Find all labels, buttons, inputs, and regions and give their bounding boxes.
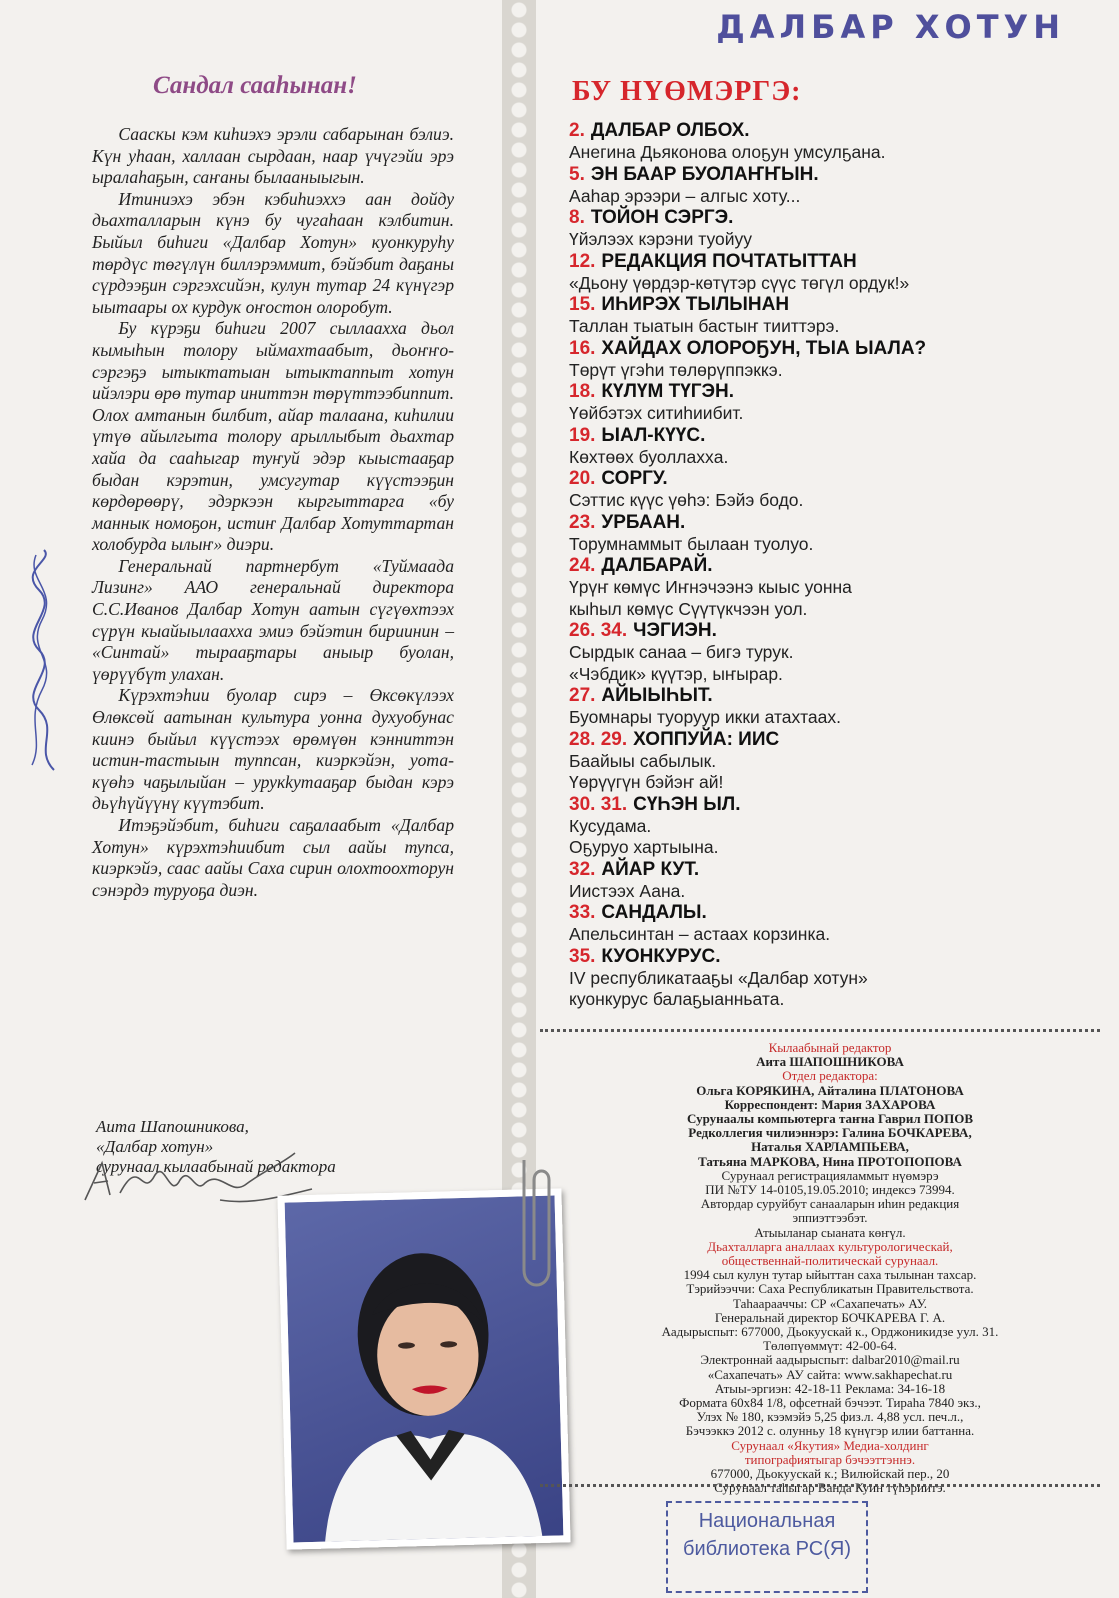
toc-item	[569, 729, 1019, 794]
toc-page-number: 5.	[569, 163, 585, 185]
toc-section-title: ИҺИРЭХ ТЫЛЫНАН	[601, 294, 790, 315]
toc-item-title	[569, 729, 1019, 751]
imprint-line: Сурунаал регистрацияламмыт нүөмэрэ	[721, 1167, 939, 1183]
toc-section-title: ХАЙДАХ ОЛОРОҔУН, ТЫА ЫАЛА?	[601, 337, 927, 359]
imprint-line: 677000, Дьокуускай к.; Вилюйскай пер., 20	[710, 1466, 950, 1482]
toc-section-title: УРБААН.	[601, 511, 686, 533]
imprint-line: Аадырыспыт: 677000, Дьокуускай к., Орджоникидзе уул. 31.	[661, 1324, 999, 1340]
toc-item	[569, 164, 1019, 208]
toc-page-number: 16.	[569, 337, 596, 359]
toc-section-title: ЫАЛ-КҮҮС.	[601, 424, 706, 446]
toc-item	[569, 468, 1019, 512]
imprint-line: общественнай-политическай сурунаал.	[721, 1253, 939, 1269]
toc-item-description: Үйэлээх кэрэни туойуу	[569, 229, 753, 249]
imprint-line: Таһаарааччы: СР «Сахапечать» АУ.	[733, 1295, 927, 1311]
toc-item-description: Ааһар эрээри – алгыс хоту...	[569, 185, 801, 206]
toc-item-description: Таллан тыатын бастыҥ тииттэрэ.	[569, 316, 840, 336]
editorial-body	[92, 124, 454, 901]
toc-item-description: «Чэбдик» күүтэр, ыҥырар.	[569, 663, 783, 684]
toc-item-description: Үрүҥ көмүс Иҥнэчээнэ кыыс уонна	[569, 577, 852, 597]
toc-section-title: ДАЛБАРАЙ.	[601, 555, 713, 576]
toc-item-title	[569, 251, 1019, 273]
imprint-line: типографиятыгар бэчээттэннэ.	[744, 1451, 916, 1467]
toc-item	[569, 794, 1019, 859]
toc-item	[569, 859, 1019, 903]
toc-item	[569, 685, 1019, 729]
toc-item-description: Сэттис күүс үөһэ: Бэйэ бодо.	[569, 490, 804, 510]
toc-section-title: ТОЙОН СЭРГЭ.	[590, 207, 734, 228]
toc-item	[569, 120, 1019, 164]
toc-item-description: Үөйбэтэх ситиһиибит.	[569, 403, 744, 423]
toc-heading: БУ НҮӨМЭРГЭ:	[572, 76, 802, 107]
imprint-line: эппиэттээбэт.	[792, 1210, 868, 1226]
imprint-line: Атыы-эргиэн: 42-18-11 Реклама: 34-16-18	[714, 1380, 946, 1396]
toc-section-title: КҮЛҮМ ТҮГЭН.	[601, 381, 735, 402]
toc-item-description: Анегина Дьяконова олоҕун умсулҕана.	[569, 142, 886, 162]
toc-item	[569, 251, 1019, 295]
toc-item-title	[569, 794, 1019, 816]
toc-page-number: 18.	[569, 381, 596, 402]
imprint-line: Төлөпүөммүт: 42-00-64.	[763, 1338, 897, 1354]
imprint-line: Дьахталларга аналлаах культурологическай,	[707, 1238, 953, 1254]
imprint-line: Аита ШАПОШНИКОВА	[756, 1054, 904, 1070]
editorial-paragraph: Итиниэхэ эбэн кэбиһиэххэ аан дойду дьахталларын күнэ бу чугаһаан кэлбитин. Быйыл биһиги «Далбар Хотун» куонкуруһу төрдүс төгүлүн биллэрэммит, бэйэбит даҕаны сүрдээҕин сэргэхсийэн, кулун тутар 24 күнүгэр ыытаары ох курдук оҥостон олоробут.	[92, 188, 454, 317]
toc-section-title: САНДАЛЫ.	[601, 902, 707, 923]
library-stamp	[666, 1501, 868, 1593]
toc-section-title: СҮҺЭН ЫЛ.	[633, 793, 741, 815]
toc-item-title	[569, 620, 1019, 642]
imprint-line: Атыыланар сыаната көҥүл.	[754, 1224, 906, 1240]
editorial-paragraph: Бу күрэҕи биһиги 2007 сыллаахха дьол кымыһын толору ыймахтаабыт, дьоҥҥо-сэргэҕэ ытыктатыан ытыктаппыт хотун ийэлэри өрө тутар иниттэн төрүттээбиппит. Олох амтанын билбит, айар талаана, киһилии үтүө айылгыта толору арыллыбыт дьахтар хайа да сааһыгар туҥуй эдэр кыыстааҕар быдан кэрэтин, умсугутар күүстээҕин көрдөрөөрү, эдэркээн кыргыттарга «бу маннык номоҕон, истиҥ Далбар Хотуттартан холобурда ылыҥ» диэри.	[92, 318, 454, 555]
signature-line: сурунаал кылаабынай редактора	[96, 1157, 336, 1176]
imprint-line: Кылаабынай редактор	[768, 1040, 892, 1055]
toc-section-title: ЭН БААР БУОЛАҤҤЫН.	[590, 163, 819, 185]
handwritten-catalog-mark	[14, 540, 74, 780]
imprint-line: Редколлегия чилиэннэрэ: Галина БОЧКАРЕВА,	[688, 1125, 972, 1141]
toc-item-description: Үөрүүгүн бэйэҥ ай!	[569, 772, 724, 792]
toc-item	[569, 620, 1019, 685]
toc-page-number: 35.	[569, 945, 596, 967]
signature-line: Аита Шапошникова,	[96, 1117, 249, 1136]
toc-item-title	[569, 946, 1019, 968]
toc-item-description: Төрүт үгэһи төлөрүппэккэ.	[569, 359, 783, 380]
toc-page-number: 19.	[569, 424, 596, 446]
toc-section-title: КУОНКУРУС.	[601, 945, 721, 967]
imprint-line: Бэчээккэ 2012 с. олунньу 18 күнүгэр илии баттанна.	[685, 1423, 975, 1439]
toc-item	[569, 207, 1019, 251]
toc-item-description: куонкурус балаҕыанньата.	[569, 989, 785, 1009]
editorial-title: Сандал сааһынан!	[153, 72, 357, 99]
toc-item-description: Оҕуруо хартыына.	[569, 837, 719, 857]
toc-item-title	[569, 207, 1019, 229]
toc-item	[569, 381, 1019, 425]
toc-item-title	[569, 685, 1019, 707]
toc-item	[569, 902, 1019, 946]
toc-item-title	[569, 555, 1019, 577]
imprint-line: ПИ №ТУ 14-0105,19.05.2010; индексэ 73994.	[705, 1182, 955, 1198]
toc-item-title	[569, 859, 1019, 881]
imprint-line: Генеральнай директор БОЧКАРЕВА Г. А.	[714, 1309, 946, 1325]
imprint-line: 1994 сыл кулун тутар ыйыттан саха тылынан тахсар.	[683, 1267, 977, 1283]
toc-page-number: 8.	[569, 207, 585, 228]
toc-page-number: 20.	[569, 468, 596, 489]
toc-item-title	[569, 294, 1019, 316]
toc-page-number: 24.	[569, 555, 596, 576]
toc-item-description: Сырдык санаа – бигэ турук.	[569, 642, 794, 662]
toc-section-title: СОРГУ.	[601, 468, 668, 489]
imprint-line: Тэрийээччи: Саха Республикатын Правительствота.	[686, 1281, 974, 1297]
imprint-line: «Сахапечать» АУ сайта: www.sakhapechat.ru	[707, 1366, 953, 1382]
toc-page-number: 12.	[569, 250, 596, 272]
editorial-paragraph: Генеральнай партнербут «Туймаада Лизинг» ААО генеральнай директора С.С.Иванов Далбар Хотун аатын сүгүөхтээх сүрүн кыайыылааххa эмиэ бэйэтин бириинин – «Синтай» тырааҕтары аныыр буолан, үөрүүбүт улахан.	[92, 555, 454, 684]
editorial-paragraph: Күрэхтэһии буолар сирэ – Өксөкүлээх Өлөксөй аатынан культура уонна духуобунас киинэ быйыл күүстээх өрөмүөн кэнниттэн истин-тастыын туппсан, киэркэйэн, уота-күөһэ чаҕылыйан – урукkутааҕар быдан кэрэ дьүһүйүүнү күүтэбит.	[92, 685, 454, 814]
toc-item-title	[569, 338, 1019, 360]
toc-page-number: 26. 34.	[569, 620, 628, 641]
toc-item-title	[569, 468, 1019, 490]
signature-line: «Далбар хотун»	[96, 1137, 214, 1156]
toc-page-number: 32.	[569, 858, 596, 880]
imprint-line: Формата 60х84 1/8, офсетнай бэчээт. Тираһа 7840 экз.,	[679, 1395, 981, 1411]
paperclip-icon	[504, 1150, 564, 1300]
imprint-line: Электроннай аадырыспыт: dalbar2010@mail.ru	[700, 1352, 960, 1368]
imprint-line: Татьяна МАРКОВА, Нина ПРОТОПОПОВА	[698, 1153, 962, 1169]
toc-item-title	[569, 425, 1019, 447]
toc-section-title: РЕДАКЦИЯ ПОЧТАТЫТТАН	[601, 250, 857, 272]
toc-section-title: ДАЛБАР ОЛБОХ.	[590, 120, 750, 141]
toc-item-title	[569, 164, 1019, 186]
toc-item-description: Буомнары туоруур икки атахтаах.	[569, 707, 841, 727]
imprint-line: Наталья ХАРЛАМПЬЕВА,	[751, 1139, 909, 1155]
toc-item-title	[569, 512, 1019, 534]
imprint-block	[580, 1041, 1080, 1496]
toc-section-title: ХОППУЙА: ИИС	[633, 728, 780, 750]
toc-item-description: Көхтөөх буоллаххa.	[569, 446, 729, 467]
toc-page-number: 30. 31.	[569, 793, 628, 815]
toc-item	[569, 338, 1019, 382]
masthead: ДАЛБАР ХОТУН	[716, 8, 1065, 46]
toc-item-description: Торумнаммыт былаан туолуо.	[569, 533, 814, 554]
toc-item-description: Иистээх Аана.	[569, 880, 686, 901]
toc-page-number: 2.	[569, 120, 585, 141]
table-of-contents	[569, 120, 1019, 1011]
toc-page-number: 15.	[569, 294, 596, 315]
toc-item	[569, 425, 1019, 469]
toc-item	[569, 555, 1019, 620]
stamp-line: библиотека РС(Я)	[683, 1538, 851, 1560]
toc-item-description: Апельсинтан – астаах корзинка.	[569, 924, 831, 944]
imprint-line: Автордар суруйбут санааларын иһин редакция	[700, 1196, 960, 1212]
editorial-paragraph: Итэҕэйэбит, биһиги саҕалаабыт «Далбар Хотун» күрэхтэһиибит сыл аайы тупса, киэркэйэ, саас аайы Саха сирин олохтоохторун сэнэрдэ туруоҕа диэн.	[92, 815, 454, 900]
editorial-paragraph: Сааскы кэм киһиэхэ эрэли сабарынан бэлиэ. Күн уһаан, халлаан сырдаан, наар үчүгэйи эрэ ыралаһаҕын, саҥаны былааныыгын.	[92, 124, 454, 188]
toc-item-title	[569, 902, 1019, 924]
toc-section-title: АЙЫЫҺЫТ.	[601, 685, 713, 706]
toc-item	[569, 512, 1019, 556]
toc-item-description: «Дьону үөрдэр-көтүтэр сүүс төгүл ордук!»	[569, 272, 910, 293]
imprint-line: Ольга КОРЯКИНА, Айталина ПЛАТОНОВА	[696, 1082, 964, 1098]
toc-item-title	[569, 381, 1019, 403]
imprint-line: Отдел редактора:	[782, 1068, 878, 1084]
toc-page-number: 33.	[569, 902, 596, 923]
toc-section-title: ЧЭГИЭН.	[633, 620, 717, 641]
toc-page-number: 28. 29.	[569, 728, 628, 750]
dotted-divider	[540, 1029, 1100, 1032]
toc-item	[569, 946, 1019, 1011]
toc-item-description: Баайыы сабылык.	[569, 750, 717, 771]
dotted-divider	[540, 1484, 1100, 1487]
imprint-line: Сурунаал «Якутия» Медиа-холдинг	[731, 1437, 929, 1453]
toc-page-number: 23.	[569, 511, 596, 533]
toc-section-title: АЙАР КУТ.	[601, 858, 700, 880]
toc-item-description: кыһыл көмүс Сүүтүкчээн уол.	[569, 598, 808, 619]
toc-item-description: IV республикатааҕы «Далбар хотун»	[569, 967, 868, 988]
toc-item	[569, 294, 1019, 338]
toc-page-number: 27.	[569, 685, 596, 706]
toc-item-title	[569, 120, 1019, 142]
imprint-line: Улэх № 180, кээмэйэ 5,25 физ.л. 4,88 усл. печ.л.,	[696, 1409, 964, 1425]
stamp-line: Национальная	[698, 1510, 836, 1532]
imprint-line: Корреспондент: Мария ЗАХАРОВА	[724, 1096, 936, 1112]
imprint-line: Сурунаалы компьютерга таҥна Гаврил ПОПОВ	[687, 1111, 973, 1127]
imprint-line: Сурунаал таһыгар Ванда Куин түһэриитэ.	[714, 1480, 946, 1496]
toc-item-description: Кусудама.	[569, 815, 652, 836]
